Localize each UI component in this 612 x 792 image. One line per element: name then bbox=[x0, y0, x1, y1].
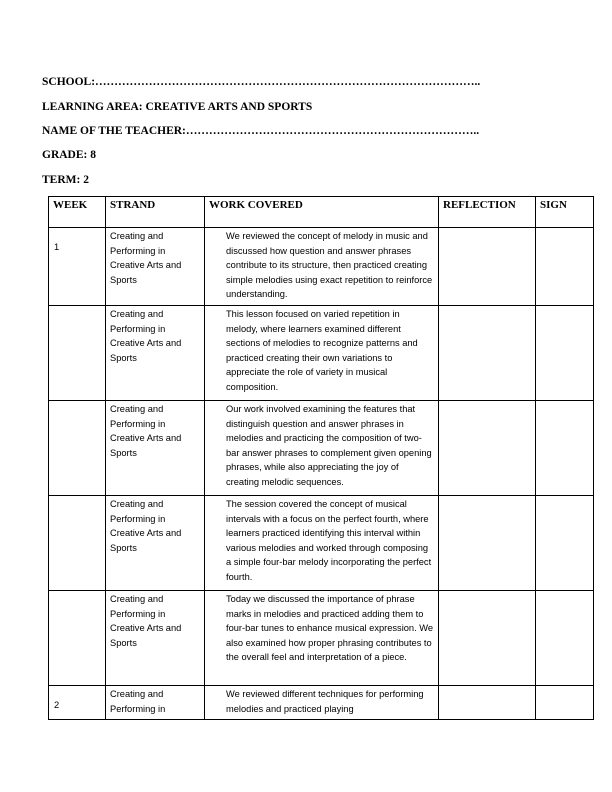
table-row bbox=[49, 306, 594, 401]
term-line: TERM: 2 bbox=[42, 174, 89, 186]
work-covered-cell: This lesson focused on varied repetition in melody, where learners examined different sections of melodies to recognize patterns and practiced creating their own variations to appreciate the role of variety in musical composition. bbox=[205, 306, 439, 401]
sign-cell[interactable] bbox=[536, 496, 594, 591]
week-cell: 2 bbox=[49, 686, 106, 720]
lesson-log-table bbox=[48, 196, 594, 720]
work-covered-cell: The session covered the concept of musical intervals with a focus on the perfect fourth, where learners practiced identifying this interval within various melodies and worked through composing a simple four-bar melody incorporating the perfect fourth. bbox=[205, 496, 439, 591]
week-cell bbox=[49, 496, 106, 591]
reflection-cell[interactable] bbox=[439, 496, 536, 591]
reflection-cell[interactable] bbox=[439, 401, 536, 496]
sign-cell[interactable] bbox=[536, 591, 594, 686]
strand-cell: Creating and Performing in Creative Arts and Sports bbox=[106, 591, 205, 686]
work-covered-cell: We reviewed the concept of melody in music and discussed how question and answer phrases contribute to its structure, then practiced creating simple melodies using exact repetition to reinforce understanding. bbox=[205, 228, 439, 306]
column-header-work-covered: WORK COVERED bbox=[205, 197, 439, 228]
table-row bbox=[49, 591, 594, 686]
table-row bbox=[49, 228, 594, 306]
grade-line: GRADE: 8 bbox=[42, 149, 96, 161]
week-cell: 1 bbox=[49, 228, 106, 306]
table-row bbox=[49, 401, 594, 496]
strand-cell: Creating and Performing in Creative Arts and Sports bbox=[106, 228, 205, 306]
teacher-name-line: NAME OF THE TEACHER:………………………………………………………………….. bbox=[42, 125, 480, 137]
column-header-reflection: REFLECTION bbox=[439, 197, 536, 228]
strand-cell: Creating and Performing in Creative Arts and Sports bbox=[106, 401, 205, 496]
school-line: SCHOOL:……………………………………………………………………………………….. bbox=[42, 76, 481, 88]
strand-cell: Creating and Performing in Creative Arts and Sports bbox=[106, 496, 205, 591]
strand-cell: Creating and Performing in Creative Arts and Sports bbox=[106, 306, 205, 401]
sign-cell[interactable] bbox=[536, 686, 594, 720]
table-row bbox=[49, 496, 594, 591]
sign-cell[interactable] bbox=[536, 228, 594, 306]
work-covered-cell: Today we discussed the importance of phrase marks in melodies and practiced adding them to four-bar tunes to enhance musical expression. We also examined how proper phrasing contributes to the overall feel and interpretation of a piece. bbox=[205, 591, 439, 686]
week-cell bbox=[49, 306, 106, 401]
work-covered-cell: We reviewed different techniques for performing melodies and practiced playing bbox=[205, 686, 439, 720]
week-cell bbox=[49, 401, 106, 496]
reflection-cell[interactable] bbox=[439, 306, 536, 401]
week-cell bbox=[49, 591, 106, 686]
reflection-cell[interactable] bbox=[439, 591, 536, 686]
sign-cell[interactable] bbox=[536, 401, 594, 496]
learning-area-line: LEARNING AREA: CREATIVE ARTS AND SPORTS bbox=[42, 101, 313, 113]
reflection-cell[interactable] bbox=[439, 686, 536, 720]
column-header-strand: STRAND bbox=[106, 197, 205, 228]
column-header-sign: SIGN bbox=[536, 197, 594, 228]
column-header-week: WEEK bbox=[49, 197, 106, 228]
reflection-cell[interactable] bbox=[439, 228, 536, 306]
table-row bbox=[49, 686, 594, 720]
table-header-row bbox=[49, 197, 594, 228]
sign-cell[interactable] bbox=[536, 306, 594, 401]
strand-cell: Creating and Performing in bbox=[106, 686, 205, 720]
work-covered-cell: Our work involved examining the features that distinguish question and answer phrases in melodies and practicing the composition of two-bar answer phrases to complement given opening phrases, while also appreciating the joy of creating melodic sequences. bbox=[205, 401, 439, 496]
